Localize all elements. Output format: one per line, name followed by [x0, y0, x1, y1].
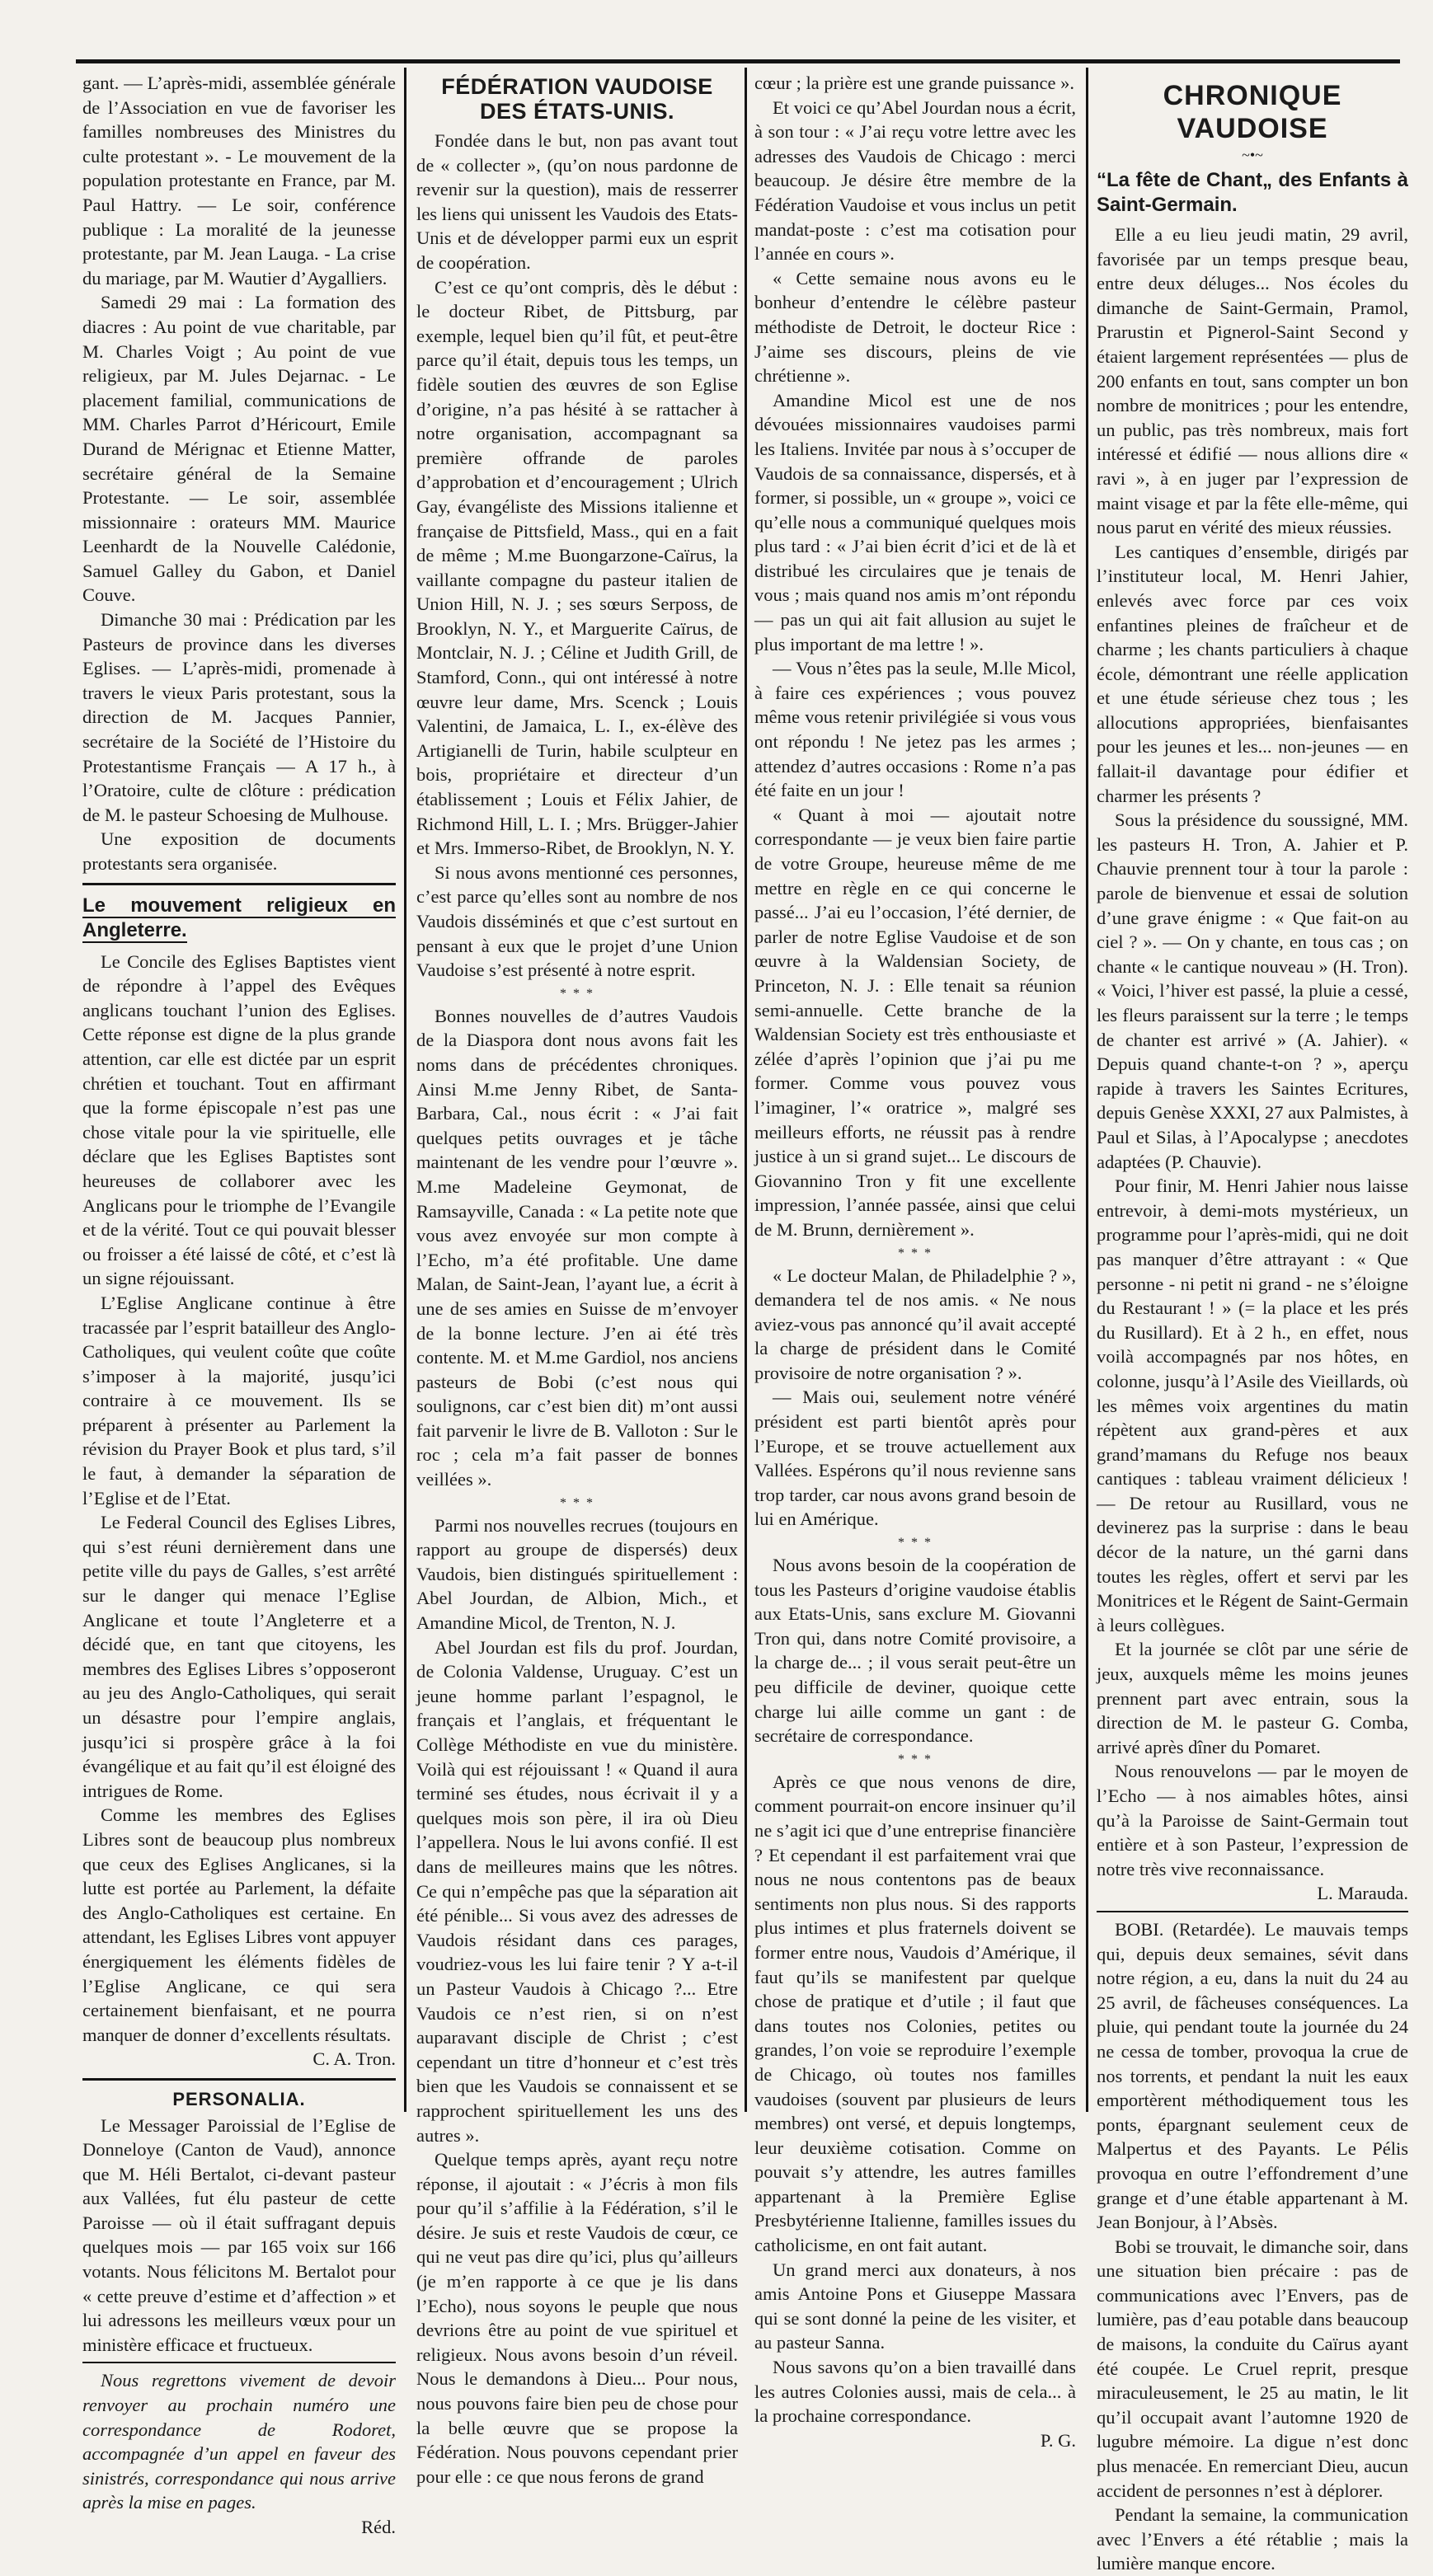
article-subtitle: “La fête de Chant„ des Enfants à Saint-Germain. — [1097, 169, 1408, 216]
asterism: * * * — [560, 1495, 594, 1510]
asterism: * * * — [560, 986, 594, 1001]
asterism: * * * — [898, 1536, 933, 1551]
column-1 — [82, 71, 396, 2537]
paragraph: Les cantiques d’ensemble, dirigés par l’instituteur local, M. Henri Jahier, enlevés avec force par ces voix enfantines pleines de fraîcheur et de charme ; les chants particuliers à chaque école, démontrant une réelle application et une étude sérieuse chez tous ; les allocutions appropriées, bienfaisantes pour les jeunes et les... non-jeunes — en fallait-il davantage pour édifier et charmer les présents ? — [1097, 541, 1408, 806]
editor-note: Nous regrettons vivement de devoir renvoyer au prochain numéro une correspondance de Rodoret, accompagnée d’un appel en faveur des sinistrés, correspondance qui nous arrive après la mise en pages. — [82, 2370, 396, 2513]
divider — [82, 2362, 396, 2363]
paragraph: Le Messager Paroissial de l’Eglise de Donneloye (Canton de Vaud), annonce que M. Héli Bertalot, ci-devant pasteur aux Vallées, fut élu pasteur de cette Paroisse — où il était suffragant depuis quelques mois — par 165 voix sur 166 votants. Nous félicitons M. Bertalot pour « cette preuve d’estime et d’affection » et lui adressons les meilleurs vœux pour un ministère efficace et fructueux. — [82, 2114, 396, 2355]
signature: P. G. — [1040, 2429, 1076, 2451]
paragraph: Pendant la semaine, la communication avec l’Envers a été rétablie ; mais la lumière manque encore. — [1097, 2504, 1408, 2574]
title-line: FÉDÉRATION VAUDOISE — [441, 74, 713, 99]
column-4 — [1097, 71, 1408, 2574]
column-rule — [1086, 68, 1088, 2112]
chronicle-title: CHRONIQUE VAUDOISE — [1163, 80, 1342, 144]
paragraph: Sous la présidence du soussigné, MM. les pasteurs H. Tron, A. Jahier et P. Chauvie prennent tour à tour la parole : parole de bienvenue et essai de solution d’une grave énigme : « Que fait-on au ciel ? ». — On y chante, en tous cas ; on chante « le cantique nouveau » (H. Tron). « Voici, l’hiver est passé, la pluie a cessé, les fleurs paraissent sur la terre ; le temps de chanter est arrivé » (A. Jahier). « Depuis quand chante-t-on ? », aperçu rapide à travers les Saintes Ecritures, depuis Genèse XXXI, 27 aux Palmistes, à Paul et Silas, à l’Apocalypse ; anecdotes adaptées (P. Chauvie). — [1097, 809, 1408, 1172]
column-rule — [404, 68, 406, 2112]
paragraph: « Quant à moi — ajoutait notre correspondante — je veux bien faire partie de votre Groupe, heureuse même de me mettre en règle en ce qui concerne le passé... J’ai eu l’occasion, l’été dernier, de parler de notre Eglise Vaudoise et de son œuvre à la Waldensian Society, de Princeton, N. J. : Elle tenait sa réunion semi-annuelle. Cette branche de la Waldensian Society est très enthousiaste et zélée d’après l’opinion que j’ai pu me former. Comme vous pouvez vous l’imaginer, l’« oratrice », malgré ses meilleurs efforts, ne réussit pas à rendre justice à un si grand sujet... Le discours de Giovannino Tron y fit une excellente impression, l’année passée, ainsi que celui de M. Brunn, dernièrement ». — [754, 804, 1076, 1240]
paragraph: Dimanche 30 mai : Prédication par les Pasteurs de province dans les diverses Eglises. — L’après-midi, promenade à travers le vieux Paris protestant, sous la direction de M. Jacques Pannier, secrétaire de la Société de l’Histoire du Protestantisme Français — A 17 h., à l’Oratoire, culte de clôture : prédication de M. le pasteur Schoesing de Mulhouse. — [82, 609, 396, 825]
section-title-personalia: PERSONALIA. — [172, 2088, 306, 2109]
signature: Réd. — [361, 2517, 396, 2537]
divider — [1097, 1911, 1408, 1912]
column-3 — [754, 71, 1076, 2451]
section-title-angleterre — [82, 894, 396, 943]
paragraph: — Vous n’êtes pas la seule, M.lle Micol, à faire ces expériences ; vous pouvez même vous retenir privilégiée si vous vous ont répondu ! Ne jetez pas les armes ; attendez d’autres occasions : Rome n’a pas été faite en un jour ! — [754, 658, 1076, 801]
paragraph: Pour finir, M. Henri Jahier nous laisse entrevoir, à demi-mots mystérieux, un programme pour l’après-midi, qui ne doit pas manquer d’être attrayant : « Que personne - ni petit ni grand - ne s’éloigne du Restaurant ! » (= la place et les prés du Rusillard). Et à 2 h., en effet, nous voilà accompagnés par nos hôtes, en colonne, jusqu’à l’Asile des Vieillards, où les mêmes voix argentines du matin répètent aux grand-pères et aux grand’mamans du Refuge nos beaux cantiques : tableau vraiment délicieux ! — De retour au Rusillard, vous ne devinerez pas la surprise : dans le beau décor de la nature, un thé garni dans toutes les règles, offert et servi par les Monitrices et le Régent de Saint-Germain à leurs collègues. — [1097, 1175, 1408, 1635]
divider — [82, 2078, 396, 2081]
paragraph: Nous renouvelons — par le moyen de l’Echo — à nos aimables hôtes, ainsi qu’à la Paroisse de Saint-Germain tout entière et à son Pasteur, l’expression de notre très vive reconnaissance. — [1097, 1761, 1408, 1879]
top-rule — [76, 59, 1400, 63]
paragraph: Et la journée se clôt par une série de jeux, auxquels même les moins jeunes prennent part avec entrain, sous la direction de M. le pasteur G. Comba, arrivé après dîner du Pomaret. — [1097, 1639, 1408, 1757]
asterism: * * * — [898, 1752, 933, 1767]
paragraph: cœur ; la prière est une grande puissance ». — [754, 73, 1074, 93]
paragraph: Bonnes nouvelles de d’autres Vaudois de la Diaspora dont nous avons fait les noms dans de précédentes chroniques. Ainsi M.me Jenny Ribet, de Santa-Barbara, Cal., nous écrit : « J’ai fait quelques petits ouvrages et je tâche maintenant de les vendre pour l’œuvre ». M.me Madeleine Geymonat, de Ramsayville, Canada : « La petite note que vous avez envoyée sur mon compte à l’Echo, m’a été profitable. Une dame Malan, de Saint-Jean, l’ayant lue, a écrit à une de ses amies en Suisse de m’envoyer de la bonne lecture. J’en ai été très contente. M. et M.me Gardiol, nos anciens pasteurs de Bobi (c’est nous qui soulignons, car c’est bien dit) m’ont aussi fait parvenir le livre de B. Valloton : Sur le roc ; cela m’a fait passer de bonnes veillées ». — [416, 1005, 738, 1490]
paragraph: gant. — L’après-midi, assemblée générale de l’Association en vue de favoriser les familles nombreuses des Ministres du culte protestant ». - Le mouvement de la population protestante en France, par M. Paul Hattry. — Le soir, conférence publique : La moralité de la jeunesse protestante, par M. Jean Lauga. - La crise du mariage, par M. Wautier d’Aygalliers. — [82, 73, 396, 289]
paragraph: Abel Jourdan est fils du prof. Jourdan, de Colonia Valdense, Uruguay. C’est un jeune homme parlant l’espagnol, le français et l’anglais, et fréquentant le Collège Méthodiste en vue du ministère. Voilà qui est réjouissant ! « Quand il aura terminé ses études, nous écrivait il y a quelques mois son père, il ira où Dieu l’appellera. Nous le lui avons confié. Il est dans de meilleures mains que les nôtres. Ce qui n’empêche pas que la séparation ait été pénible... Si vous avez des adresses de Vaudois résidant dans ces parages, voudriez-vous les lui faire tenir ? Y a-t-il un Pasteur Vaudois à Chicago ?... Etre Vaudois ce n’est rien, si on n’est auparavant disciple de Christ ; c’est cependant un titre d’honneur et c’est très bien que les Vaudois se connaissent et se rapprochent spirituellement les uns des autres ». — [416, 1636, 738, 2146]
paragraph: « Le docteur Malan, de Philadelphie ? », demandera tel de nos amis. « Ne nous aviez-vous pas annoncé qu’il avait accepté la charge de président dans le Comité provisoire de notre organisation ? ». — [754, 1265, 1076, 1383]
paragraph: Parmi nos nouvelles recrues (toujours en rapport au groupe de dispersés) deux Vaudois, bien distingués spirituellement : Abel Jourdan, de Albion, Mich., et Amandine Micol, de Trenton, N. J. — [416, 1514, 738, 1634]
divider — [82, 883, 396, 885]
paragraph: Nous avons besoin de la coopération de tous les Pasteurs d’origine vaudoise établis aux Etats-Unis, sans exclure M. Giovanni Tron qui, dans notre Comité provisoire, a la charge de... ; il vous serait peut-être un peu difficile de deviner, quoique cette charge lui aille comme un gant : de secrétaire de correspondance. — [754, 1555, 1076, 1747]
section-title-text: Le mouvement religieux en Angleterre. — [82, 894, 396, 941]
paragraph: Et voici ce qu’Abel Jourdan nous a écrit, à son tour : « J’ai reçu votre lettre avec les adresses des Vaudois de Chicago : merci beaucoup. Je désire être membre de la Fédération Vaudoise et vous inclus un petit mandat-poste : c’est ma cotisation pour l’année en cours ». — [754, 96, 1076, 265]
paragraph: Une exposition de documents protestants sera organisée. — [82, 828, 396, 874]
signature: L. Marauda. — [1317, 1883, 1408, 1904]
paragraph: Bobi se trouvait, le dimanche soir, dans une situation bien précaire : pas de communications avec l’Envers, pas de lumière, pas d’eau potable dans beaucoup de maisons, la conduite du Caïrus ayant été coupée. Le Cruel reprit, presque miraculeusement, le 25 au matin, le lit qu’il occupait avant l’automne 1920 de lugubre mémoire. La digue n’est donc plus menacée. En remerciant Dieu, aucun accident de personnes n’est à déplorer. — [1097, 2236, 1408, 2501]
paragraph: Elle a eu lieu jeudi matin, 29 avril, favorisée par un temps presque beau, entre deux déluges... Nos écoles du dimanche de Saint-Germain, Pramol, Prarustin et Pignerol-Saint Second y étaient largement représentées — plus de 200 enfants en tout, sans compter un bon nombre de monitrices ; pour les entendre, un public, pas très nombreux, mais fort intéressé et édifié — nous allions dire « ravi », à en juger par l’expression de maint visage et par la fête elle-même, qui nous parut en vérité des mieux réussies. — [1097, 224, 1408, 538]
paragraph: Nous savons qu’on a bien travaillé dans les autres Colonies aussi, mais de cela... à la prochaine correspondance. — [754, 2357, 1076, 2427]
paragraph: Quelque temps après, ayant reçu notre réponse, il ajoutait : « J’écris à mon fils pour qu’il s’affilie à la Fédération, s’il le désire. Je suis et reste Vaudois de cœur, ce qui ne veut pas dire qu’ici, plus qu’ailleurs (je m’en rapporte à ce que je lis dans l’Echo), nous soyons le peuple que nous devrions être au point de vue spirituel et religieux. Nous avons besoin d’un réveil. Nous le demandons à Dieu... Pour nous, nous pouvons faire bien peu de chose pour la belle œuvre que se propose la Fédération. Nous pouvons cependant prier pour elle : ce que nous ferons de grand — [416, 2149, 738, 2487]
paragraph: L’Eglise Anglicane continue à être tracassée par l’esprit batailleur des Anglo-Catholiques, qui veulent coûte que coûte s’imposer à la majorité, jusqu’ici contraire à ce mouvement. Ils se préparent à présenter au Parlement la révision du Prayer Book et plus tard, s’il le faut, à demander la séparation de l’Eglise et de l’Etat. — [82, 1292, 396, 1509]
paragraph: Amandine Micol est une de nos dévouées missionnaires vaudoises parmi les Italiens. Invitée par nous à s’occuper de Vaudois de sa connaissance, dispersés, et à former, si possible, un « groupe », voici ce qu’elle nous a communiqué quelques mois plus tard : « J’ai bien écrit d’ici et de là et distribué les circulaires que je tenais de vous ; mais quand nos amis m’ont répondu — pas un qui ait fait allusion au sujet le plus important de ma lettre ! ». — [754, 389, 1076, 655]
paragraph: Le Concile des Eglises Baptistes vient de répondre à l’appel des Evêques anglicans touchant l’union des Eglises. Cette réponse est digne de la plus grande attention, car elle est dictée par un esprit chrétien et touchant. Tout en affirmant que la forme épiscopale n’est pas une chose vitale pour la vie spirituelle, elle déclare que les Eglises Baptistes sont heureuses de collaborer avec les Anglicans pour le triomphe de l’Evangile et de la vérité. Tout ce qui pouvait blesser ou froisser a été laissé de côté, et c’est là un signe réjouissant. — [82, 950, 396, 1289]
paragraph: Fondée dans le but, non pas avant tout de « collecter », (qu’on nous pardonne de revenir sur la question), mais de resserrer les liens qui unissent les Vaudois des Etats-Unis et de développer parmi eux un esprit de coopération. — [416, 130, 738, 273]
column-2 — [416, 71, 738, 2487]
paragraph: Si nous avons mentionné ces personnes, c’est parce qu’elles sont au nombre de nos Vaudois disséminés et que c’est surtout en pensant à eux que le projet d’une Union Vaudoise s’est présenté à notre esprit. — [416, 861, 738, 981]
asterism: * * * — [898, 1246, 933, 1260]
title-line: DES ÉTATS-UNIS. — [479, 99, 674, 124]
paragraph: C’est ce qu’ont compris, dès le début : le docteur Ribet, de Pittsburg, par exemple, lequel bien qu’il fût, et peut-être parce qu’il était, depuis tous les temps, un fidèle soutien des œuvres de son Eglise d’origine, n’a pas hésité à se rattacher à notre organisation, accompagnant sa première offrande de paroles d’approbation et d’encouragement ; Ulrich Gay, évangéliste des Missions italienne et française de Pittsfield, Mass., qui en a fait de même ; M.me Buongarzone-Caïrus, la vaillante compagne du pasteur italien de Union Hill, N. J. ; ses sœurs Serposs, de Brooklyn, N. Y., et Marguerite Caïrus, de Montclair, N. J. ; Céline et Judith Grill, de Stamford, Conn., qui ont intéressé à notre œuvre leur dame, Mrs. Scenck ; Louis Valentini, de Jamaica, L. I., ex-élève des Artigianelli de Turin, habile sculpteur en bois, propriétaire et directeur d’un établissement ; Louis et Félix Jahier, de Richmond Hill, L. I. ; Mrs. Brügger-Jahier et Mrs. Immerso-Ribet, de Brooklyn, N. Y. — [416, 276, 738, 859]
paragraph: « Cette semaine nous avons eu le bonheur d’entendre le célèbre pasteur méthodiste de Detroit, le docteur Rice : J’aime ses discours, pleins de vie chrétienne ». — [754, 267, 1076, 387]
paragraph: Un grand merci aux donateurs, à nos amis Antoine Pons et Giuseppe Massara qui se sont donné la peine de les visiter, et au pasteur Sanna. — [754, 2259, 1076, 2353]
signature: C. A. Tron. — [312, 2048, 396, 2070]
column-rule — [745, 68, 747, 2112]
paragraph: BOBI. (Retardée). Le mauvais temps qui, depuis deux semaines, sévit dans notre région, a eu, dans la nuit du 24 au 25 avril, de fâcheuses conséquences. La pluie, qui pendant toute la journée du 24 ne cessa de tomber, provoqua la crue de nos torrents, et pendant la nuit les eaux emportèrent méthodiquement tous les ponts, épargnant seulement ceux de Malpertus et des Payants. Le Pélis provoqua en outre l’effondrement d’une grange et d’une étable appartenant à M. Jean Bonjour, à l’Absès. — [1097, 1918, 1408, 2233]
paragraph: Samedi 29 mai : La formation des diacres : Au point de vue charitable, par M. Charles Voigt ; Au point de vue religieux, par M. Jules Dejarnac. - Le placement familial, communications de MM. Charles Parrot d’Héricourt, Emile Durand de Mérignac et Etienne Matter, secrétaire général de la Semaine Protestante. — Le soir, assemblée missionnaire : orateurs MM. Maurice Leenhardt de la Nouvelle Calédonie, Samuel Galley du Gabon, et Daniel Couve. — [82, 292, 396, 606]
ornament: ~•~ — [1242, 147, 1263, 163]
paragraph: Comme les membres des Eglises Libres sont de beaucoup plus nombreux que ceux des Eglises Anglicanes, si la lutte est portée au Parlement, la défaite des Anglo-Catholiques est certaine. En attendant, les Eglises Libres vont appuyer énergiquement les éléments fidèles de l’Eglise Anglicane, ce qui sera certainement bienfaisant, et ne pourra manquer de donner d’excellents résultats. — [82, 1804, 396, 2045]
article-title — [416, 74, 738, 124]
paragraph: Après ce que nous venons de dire, comment pourrait-on encore insinuer qu’il ne s’agit ici que d’une entreprise financière ? Et cependant il est parfaitement vrai que nous ne nous contentons pas de beaux sentiments non plus nous. Si des rapports plus intimes et plus fraternels doivent se former entre nous, Vaudois d’Amérique, il faut qu’ils se manifestent par quelque chose de pratique et d’utile ; il faut que dans toutes nos Colonies, petites ou grandes, l’on voie se reproduire l’exemple de Chicago, où toutes nos familles vaudoises (souvent par plusieurs de leurs membres) ont versé, et depuis longtemps, leur deuxième cotisation. Comme on pouvait s’y attendre, les autres familles appartenant à la Première Eglise Presbytérienne Italienne, familles issues du catholicisme, en ont fait autant. — [754, 1771, 1076, 2256]
paragraph: Le Federal Council des Eglises Libres, qui s’est réuni dernièrement dans une petite ville du pays de Galles, s’est arrêté sur le danger qui menace l’Eglise Anglicane et toute l’Angleterre et a décidé que, en tant que citoyens, les membres des Eglises Libres s’opposeront au jeu des Anglo-Catholiques, qui serait un désastre pour l’empire anglais, jusqu’ici si prospère grâce à la foi évangélique et au fait qu’il est éloigné des intrigues de Rome. — [82, 1512, 396, 1801]
paragraph: — Mais oui, seulement notre vénéré président est parti bientôt après pour l’Europe, et se trouve actuellement aux Vallées. Espérons qu’il nous revienne sans trop tarder, car nous avons grand besoin de lui en Amérique. — [754, 1387, 1076, 1530]
